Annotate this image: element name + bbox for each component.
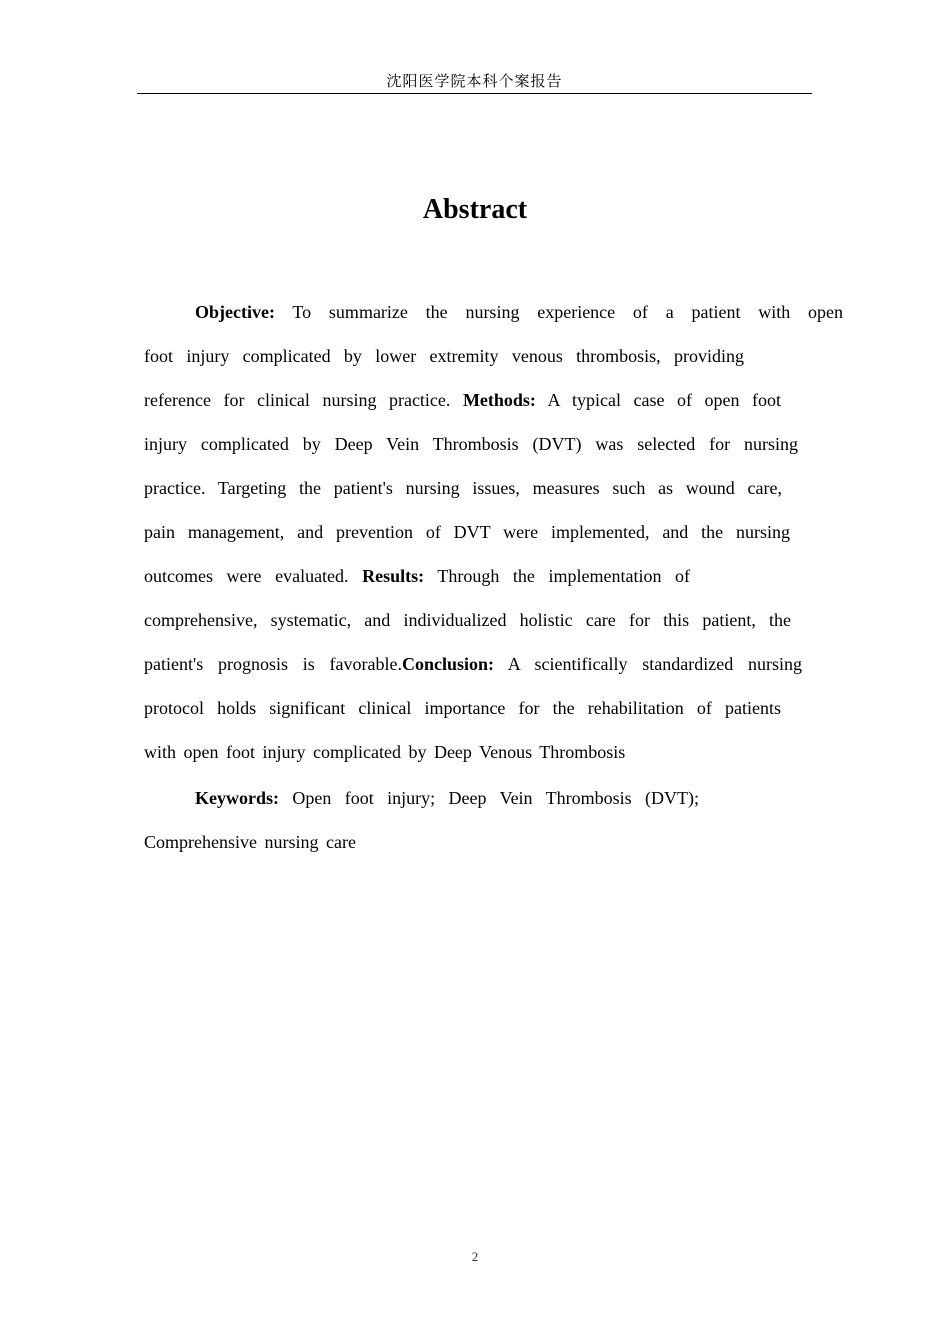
page-number: 2 <box>471 1249 479 1264</box>
abstract-line-3: reference for clinical nursing practice. Methods: A typical case of open foot <box>144 390 781 410</box>
keywords-line-2: Comprehensive nursing care <box>144 832 356 852</box>
abstract-line-2: foot injury complicated by lower extremity venous thrombosis, providing <box>144 346 744 366</box>
keywords-paragraph <box>144 776 804 864</box>
abstract-line-9: patient's prognosis is favorable.Conclusion: A scientifically standardized nursing <box>144 654 802 674</box>
abstract-line-11: with open foot injury complicated by Deep Venous Thrombosis <box>144 742 626 762</box>
keywords-line-1: Keywords: Open foot injury; Deep Vein Thrombosis (DVT); <box>195 788 699 808</box>
abstract-heading: Abstract <box>422 194 528 225</box>
keywords-label: Keywords: <box>195 788 279 808</box>
abstract-line-7: outcomes were evaluated. Results: Through the implementation of <box>144 566 691 586</box>
abstract-line-6: pain management, and prevention of DVT were implemented, and the nursing <box>144 522 790 542</box>
objective-label: Objective: <box>195 302 275 322</box>
header-title: 沈阳医学院本科个案报告 <box>386 72 563 90</box>
abstract-line-8: comprehensive, systematic, and individualized holistic care for this patient, the <box>144 610 791 630</box>
abstract-line-4: injury complicated by Deep Vein Thrombosis (DVT) was selected for nursing <box>144 434 798 454</box>
abstract-line-1: Objective: To summarize the nursing experience of a patient with open <box>195 302 843 322</box>
conclusion-label: Conclusion: <box>401 654 495 674</box>
abstract-line-10: protocol holds significant clinical importance for the rehabilitation of patients <box>144 698 781 718</box>
results-label: Results: <box>362 566 425 586</box>
abstract-line-5: practice. Targeting the patient's nursing issues, measures such as wound care, <box>144 478 782 498</box>
page-header <box>137 70 812 94</box>
methods-label: Methods: <box>462 390 536 410</box>
abstract-paragraph <box>144 290 843 774</box>
